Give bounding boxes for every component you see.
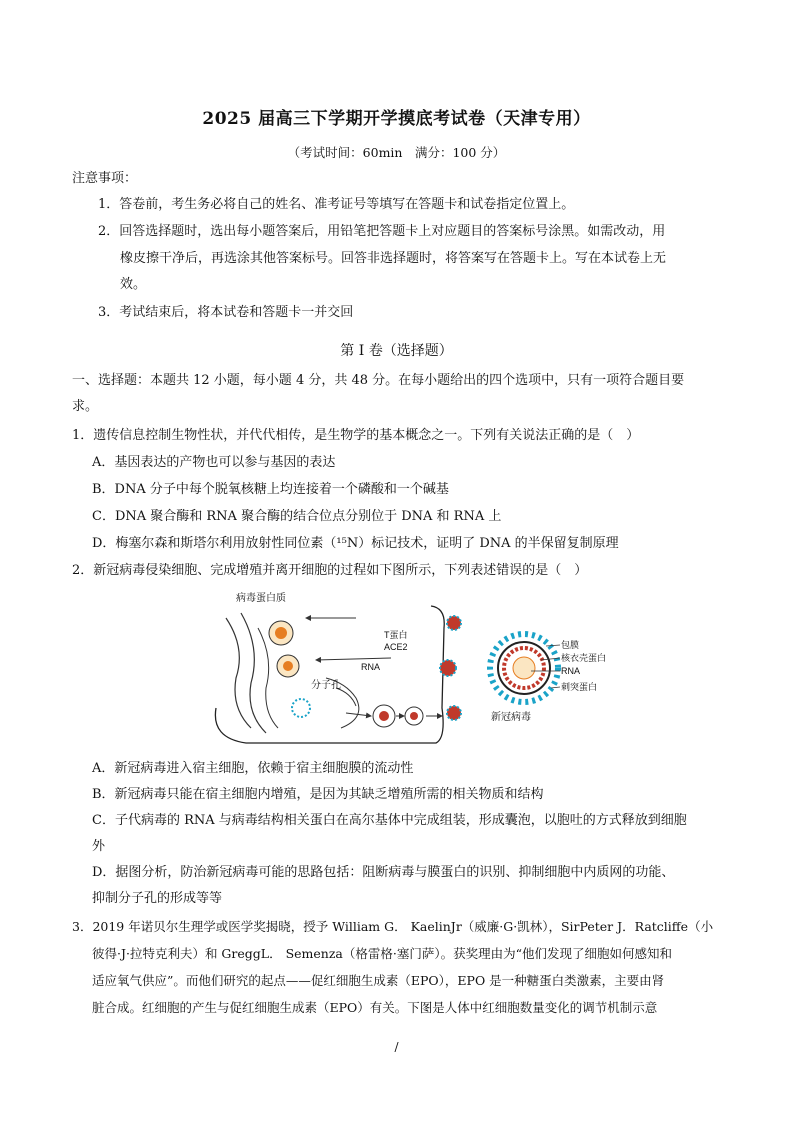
section-intro-line-1: 一、选择题：本题共 12 小题，每小题 4 分，共 48 分。在每小题给出的四个选项中，只有一项符合题目要 xyxy=(72,373,685,388)
q2-option-d-line-1: D．据图分析，防治新冠病毒可能的思路包括：阻断病毒与膜蛋白的识别、抑制细胞中内质网的功能、 xyxy=(92,865,675,880)
exam-subtitle: （考试时间：60min 满分：100 分） xyxy=(287,145,506,160)
note-item-2-line-2: 橡皮擦干净后，再选涂其他答案标号。回答非选择题时，将答案写在答题卡上。写在本试卷上无 xyxy=(120,251,667,266)
label-envelope: 包膜 xyxy=(561,640,580,650)
q3-line-2: 彼得·J·拉特克利夫）和 GreggL． Semenza（格雷格·塞门萨）。获奖理由为“他们发现了细胞如何感知和 xyxy=(92,946,672,961)
section-title: 第 I 卷（选择题） xyxy=(340,343,453,359)
label-ace2: ACE2 xyxy=(384,642,408,652)
q2-option-b: B．新冠病毒只能在宿主细胞内增殖，是因为其缺乏增殖所需的相关物质和结构 xyxy=(92,787,544,802)
q1-option-b: B．DNA 分子中每个脱氧核糖上均连接着一个磷酸和一个碱基 xyxy=(92,482,449,497)
note-item-1: 1．答卷前，考生务必将自己的姓名、准考证号等填写在答题卡和试卷指定位置上。 xyxy=(98,197,575,212)
label-virus-protein: 病毒蛋白质 xyxy=(236,593,286,604)
q3-line-3: 适应氧气供应”。而他们研究的起点——促红细胞生成素（EPO），EPO 是一种糖蛋白类激素，主要由肾 xyxy=(92,973,665,988)
q1-option-a: A．基因表达的产物也可以参与基因的表达 xyxy=(92,455,336,470)
label-capsid: 核衣壳蛋白 xyxy=(561,653,607,663)
exam-title: 2025 届高三下学期开学摸底考试卷（天津专用） xyxy=(202,109,591,129)
label-spike: 刺突蛋白 xyxy=(561,682,598,692)
note-item-2-line-1: 2．回答选择题时，选出每小题答案后，用铅笔把答题卡上对应题目的答案标号涂黑。如需改动，用 xyxy=(98,224,666,239)
section-intro-line-2: 求。 xyxy=(72,399,99,414)
q2-option-c-line-2: 外 xyxy=(92,839,106,854)
label-rna-core: RNA xyxy=(561,666,581,676)
note-item-3: 3．考试结束后，将本试卷和答题卡一并交回 xyxy=(98,305,354,320)
page-number: / xyxy=(394,1040,399,1054)
label-rna: RNA xyxy=(361,662,381,672)
q2-option-a: A．新冠病毒进入宿主细胞，依赖于宿主细胞膜的流动性 xyxy=(92,761,414,776)
q2-option-d-line-2: 抑制分子孔的形成等等 xyxy=(92,891,223,906)
q2-option-c-line-1: C．子代病毒的 RNA 与病毒结构相关蛋白在高尔基体中完成组装，形成囊泡，以胞吐的方式释放到细胞 xyxy=(92,813,687,828)
label-new-virus: 新冠病毒 xyxy=(491,712,531,723)
label-molecular-pore: 分子孔 xyxy=(311,680,341,691)
q1-option-c: C．DNA 聚合酶和 RNA 聚合酶的结合位点分别位于 DNA 和 RNA 上 xyxy=(92,509,502,524)
q2-stem: 2．新冠病毒侵染细胞、完成增殖并离开细胞的过程如下图所示，下列表述错误的是（ ） xyxy=(72,563,588,578)
q3-line-4: 脏合成。红细胞的产生与促红细胞生成素（EPO）有关。下图是人体中红细胞数量变化的调节机制示意 xyxy=(92,1000,658,1015)
virus-infection-diagram xyxy=(206,588,611,750)
note-item-2-line-3: 效。 xyxy=(120,277,147,292)
notes-heading: 注意事项： xyxy=(72,171,138,186)
q1-stem: 1．遗传信息控制生物性状，并代代相传，是生物学的基本概念之一。下列有关说法正确的是（ ） xyxy=(72,428,640,443)
label-t-protein: T蛋白 xyxy=(384,630,408,640)
q1-option-d: D．梅塞尔森和斯塔尔利用放射性同位素（¹⁵N）标记技术，证明了 DNA 的半保留复制原理 xyxy=(92,536,619,551)
q3-line-1: 3．2019 年诺贝尔生理学或医学奖揭晓，授予 William G． KaelinJr（威廉·G·凯林），SirPeter J．Ratcliffe（小 xyxy=(72,919,714,934)
